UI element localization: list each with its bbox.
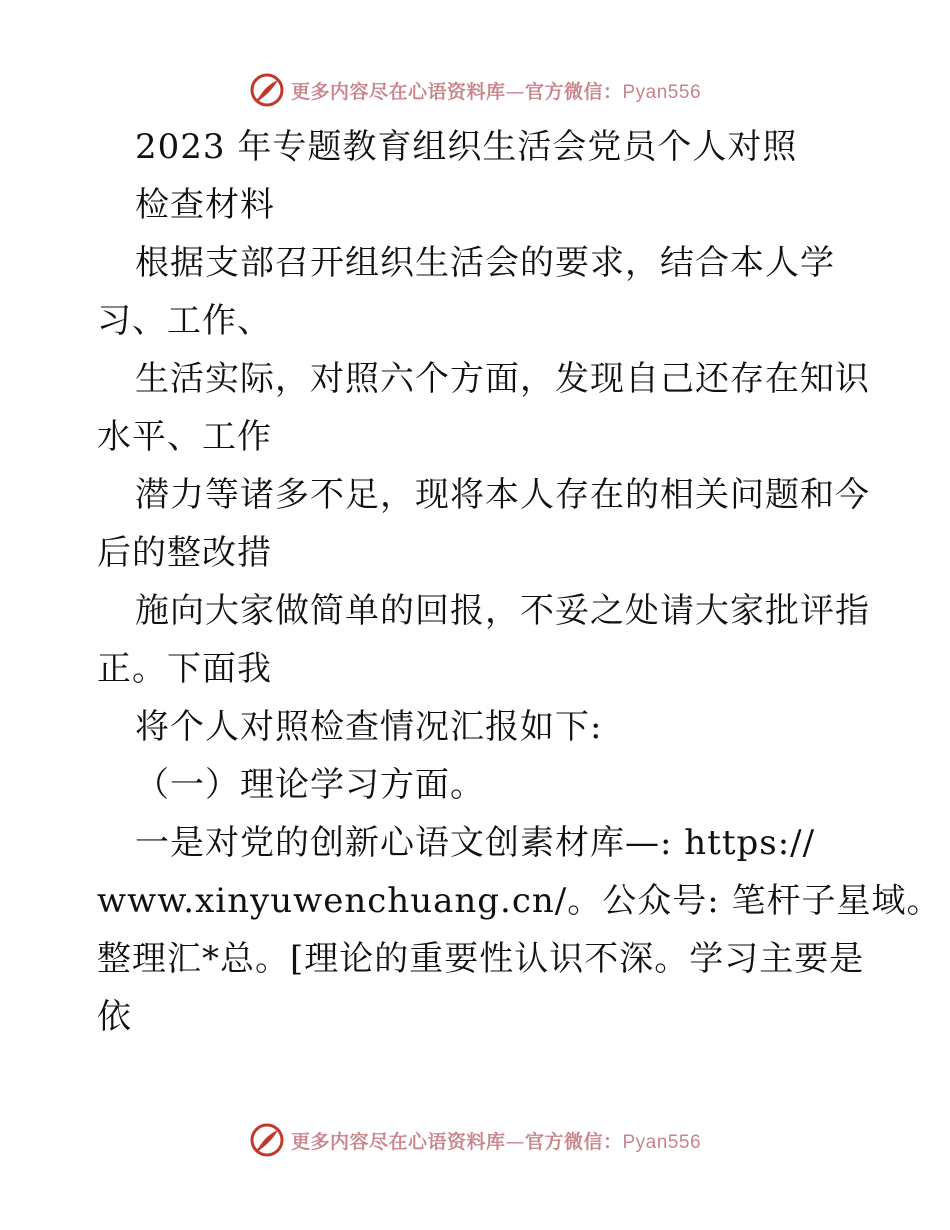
pen-leaf-logo-icon [249, 72, 285, 108]
watermark-separator: — [505, 1130, 525, 1153]
document-line: 生活实际，对照六个方面，发现自己还存在知识 [135, 359, 870, 399]
watermark-wechat-id: Pyan556 [622, 1131, 702, 1153]
document-line: 一是对党的创新心语文创素材库—: https:// [135, 823, 816, 863]
watermark-brand: 更多内容尽在心语资料库 [290, 1130, 506, 1153]
watermark-wechat-id: Pyan556 [622, 81, 702, 103]
watermark-text [291, 77, 701, 104]
document-line: （一）理论学习方面。 [135, 765, 485, 805]
document-body [97, 118, 942, 1046]
footer-watermark [0, 1120, 950, 1160]
watermark-wechat-label: 官方微信： [524, 80, 623, 103]
document-line: 潜力等诸多不足，现将本人存在的相关问题和今 [135, 475, 870, 515]
document-line: 2023 年专题教育组织生活会党员个人对照 [135, 127, 798, 167]
watermark-separator: — [505, 80, 525, 103]
watermark-wechat-label: 官方微信： [524, 1130, 623, 1153]
watermark-brand: 更多内容尽在心语资料库 [290, 80, 506, 103]
pen-leaf-logo-icon [249, 1122, 285, 1158]
document-line: 将个人对照检查情况汇报如下: [135, 707, 603, 747]
document-line: 正。下面我 [97, 649, 272, 689]
document-line: 检查材料 [135, 185, 275, 225]
document-line: 根据支部召开组织生活会的要求，结合本人学 [135, 243, 835, 283]
document-line: 水平、工作 [97, 417, 272, 457]
document-line: 整理汇*总。[理论的重要性认识不深。学习主要是 [97, 939, 865, 979]
document-line: 施向大家做简单的回报，不妥之处请大家批评指 [135, 591, 870, 631]
header-watermark [0, 70, 950, 110]
document-line: 习、工作、 [97, 301, 272, 341]
document-line: 后的整改措 [97, 533, 272, 573]
watermark-text [291, 1127, 701, 1154]
document-line: www.xinyuwenchuang.cn/。公众号: 笔杆子星域。 [97, 881, 942, 921]
document-line: 依 [97, 997, 132, 1037]
